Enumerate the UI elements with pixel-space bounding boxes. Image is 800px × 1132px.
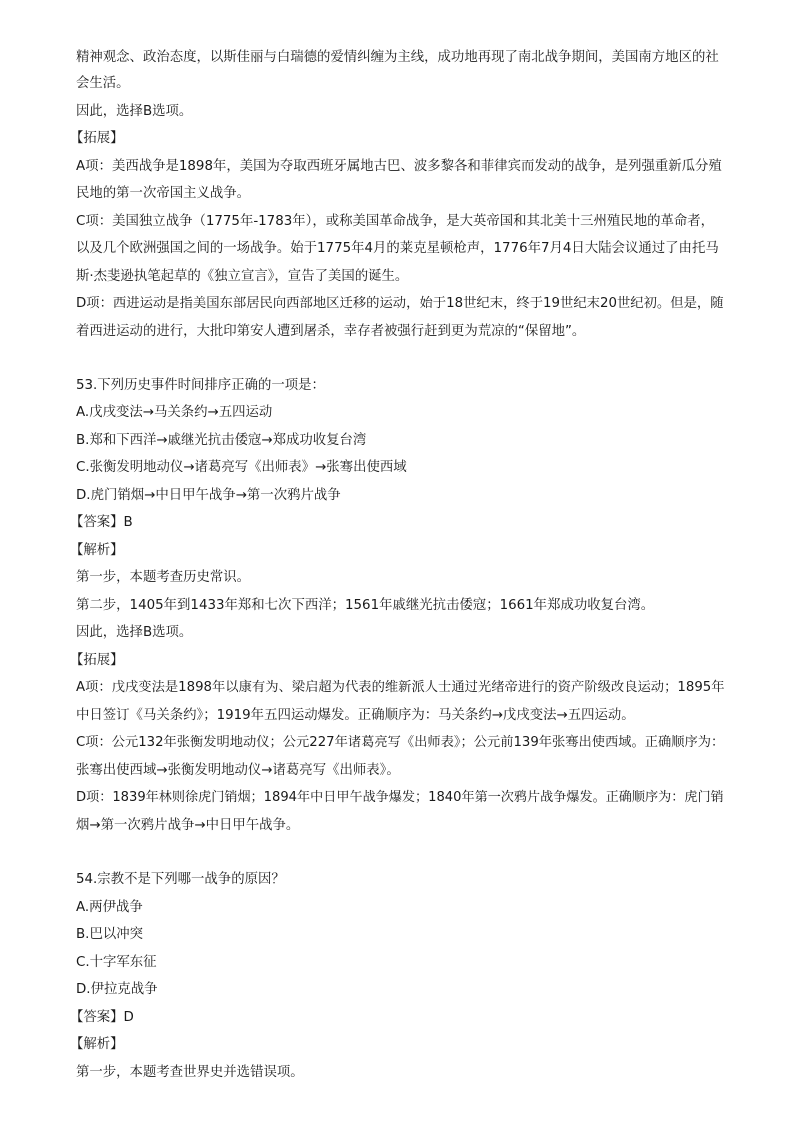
- text-line: C项：公元132年张衡发明地动仪；公元227年诸葛亮写《出师表》；公元前139年张骞出使西域。正确顺序为：: [76, 735, 725, 750]
- option-b: B.巴以冲突: [76, 927, 144, 942]
- option-d: D.虎门销烟→中日甲午战争→第一次鸦片战争: [76, 488, 341, 503]
- section-heading: 【解析】: [70, 543, 124, 558]
- option-d: D.伊拉克战争: [76, 982, 158, 997]
- text-line: A项：戊戌变法是1898年以康有为、梁启超为代表的维新派人士通过光绪帝进行的资产阶级改良运动；1895年: [76, 680, 725, 695]
- question-54: 54.宗教不是下列哪一战争的原因？: [76, 872, 285, 887]
- text-line: 第一步，本题考查历史常识。: [76, 570, 251, 585]
- section-heading: 【拓展】: [70, 131, 124, 146]
- text-line: 斯·杰斐逊执笔起草的《独立宣言》，宣告了美国的诞生。: [76, 269, 409, 284]
- text-line: 中日签订《马关条约》；1919年五四运动爆发。正确顺序为：马关条约→戊戌变法→五四运动。: [76, 708, 635, 723]
- text-line: 因此，选择B选项。: [76, 104, 193, 119]
- text-line: 烟→第一次鸦片战争→中日甲午战争。: [76, 818, 300, 833]
- answer: 【答案】D: [70, 1010, 134, 1025]
- option-c: C.十字军东征: [76, 955, 157, 970]
- answer: 【答案】B: [70, 515, 133, 530]
- option-b: B.郑和下西洋→戚继光抗击倭寇→郑成功收复台湾: [76, 433, 367, 448]
- question-53: 53.下列历史事件时间排序正确的一项是：: [76, 378, 325, 393]
- text-line: C项：美国独立战争（1775年-1783年），或称美国革命战争，是大英帝国和其北美十三州殖民地的革命者，: [76, 214, 715, 229]
- text-line: 第一步，本题考查世界史并选错误项。: [76, 1065, 304, 1080]
- option-a: A.两伊战争: [76, 900, 143, 915]
- text-line: 张骞出使西域→张衡发明地动仪→诸葛亮写《出师表》。: [76, 763, 400, 778]
- text-line: 以及几个欧洲强国之间的一场战争。始于1775年4月的莱克星顿枪声，1776年7月4日大陆会议通过了由托马: [76, 241, 719, 256]
- section-heading: 【拓展】: [70, 653, 124, 668]
- text-line: D项：西进运动是指美国东部居民向西部地区迁移的运动，始于18世纪末，终于19世纪末20世纪初。但是，随: [76, 296, 724, 311]
- text-line: 会生活。: [76, 76, 130, 91]
- text-line: 因此，选择B选项。: [76, 625, 193, 640]
- option-c: C.张衡发明地动仪→诸葛亮写《出师表》→张骞出使西域: [76, 460, 407, 475]
- text-line: D项：1839年林则徐虎门销烟；1894年中日甲午战争爆发；1840年第一次鸦片战争爆发。正确顺序为：虎门销: [76, 790, 724, 805]
- text-line: A项：美西战争是1898年，美国为夺取西班牙属地古巴、波多黎各和菲律宾而发动的战争，是列强重新瓜分殖: [76, 159, 722, 174]
- section-heading: 【解析】: [70, 1037, 124, 1052]
- text-line: 精神观念、政治态度，以斯佳丽与白瑞德的爱情纠缠为主线，成功地再现了南北战争期间，美国南方地区的社: [76, 50, 719, 65]
- text-line: 第二步，1405年到1433年郑和七次下西洋；1561年戚继光抗击倭寇；1661年郑成功收复台湾。: [76, 598, 655, 613]
- text-line: 民地的第一次帝国主义战争。: [76, 186, 251, 201]
- option-a: A.戊戌变法→马关条约→五四运动: [76, 405, 273, 420]
- text-line: 着西进运动的进行，大批印第安人遭到屠杀，幸存者被强行赶到更为荒凉的“保留地”。: [76, 324, 586, 339]
